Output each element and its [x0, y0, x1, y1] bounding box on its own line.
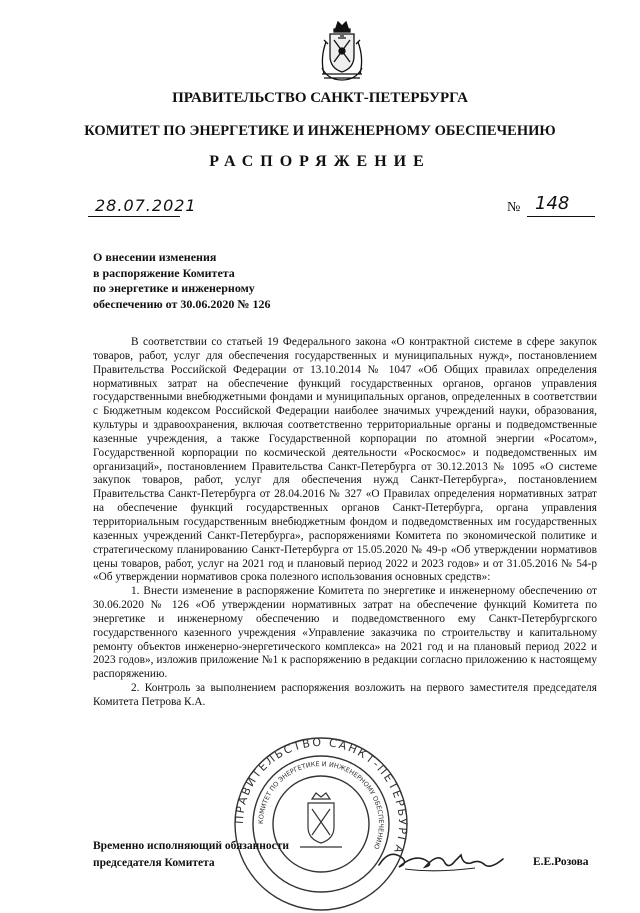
document-body [93, 336, 597, 710]
item-2-paragraph: 2. Контроль за выполнением распоряжения возложить на первого заместителя председателя Комитета Петрова К.А. [93, 682, 597, 708]
subject-line: О внесении изменения [93, 250, 217, 264]
stamp-inner-text: КОМИТЕТ ПО ЭНЕРГЕТИКЕ И ИНЖЕНЕРНОМУ ОБЕСПЕЧЕНИЮ [256, 759, 386, 851]
government-title: ПРАВИТЕЛЬСТВО САНКТ-ПЕТЕРБУРГА [172, 90, 468, 106]
item-1-paragraph: 1. Внести изменение в распоряжение Комитета по энергетике и инженерному обеспечению от 30.06.2020 № 126 «Об утверждении нормативных затрат на обеспечение функций Комитета по энергетике и инженерному обеспечению и подведомственного ему Санкт-Петербургского государственного казенного учреждения «Управление заказчика по строительству и капитальному ремонту объектов инженерно-энергетического комплекса» на 2021 год и на плановый период 2022 и 2023 годов», изложив приложение №1 к распоряжению в редакции согласно приложению к настоящему распоряжению. [93, 585, 597, 681]
preamble-paragraph: В соответствии со статьей 19 Федерального закона «О контрактной системе в сфере закупок товаров, работ, услуг для обеспечения государственных и муниципальных нужд», постановлением Правительства Российской Федерации от 13.10.2014 № 1047 «Об Общих правилах определения нормативных затрат на обеспечение функций государственных органов, органов управления государственными внебюджетными фондами и муниципальных органов, определенных в соответствии с Бюджетным кодексом Российской Федерации наиболее значимых учреждений науки, образования, культуры и здравоохранения, включая соответственно территориальные органы и подведомственные казенные учреждения, а также Государственной корпорации по атомной энергии «Росатом», Государственной корпорации по космической деятельности «Роскосмос» и подведомственных им организаций», постановлением Правительства Санкт-Петербурга от 30.12.2013 № 1095 «О системе закупок товаров, работ, услуг для обеспечения нужд Санкт-Петербурга», постановлением Правительства Санкт-Петербурга от 28.04.2016 № 327 «О Правилах определения нормативных затрат на обеспечение функций государственных органов Санкт-Петербурга, органа управления территориальным государственным внебюджетным фондом и подведомственных им государственных казенных учреждений Санкт-Петербурга», распоряжениями Комитета по экономической политике и стратегическому планированию Санкт-Петербурга от 15.05.2020 № 49-р «Об утверждении нормативов цены товаров, работ, услуг на 2021 год и плановый период 2022 и 2023 годов» и от 31.05.2016 № 54-р «Об утверждении нормативов срока полезного использования основных средств»: [93, 336, 597, 584]
handwritten-signature [375, 843, 510, 875]
number-label: № [507, 200, 521, 215]
position-line: председателя Комитета [93, 857, 215, 869]
date-underline [88, 216, 180, 217]
document-date: 28.07.2021 [95, 196, 197, 215]
official-stamp [232, 735, 410, 913]
number-underline [527, 216, 595, 217]
document-type-title: РАСПОРЯЖЕНИЕ [209, 153, 431, 170]
document-subject [93, 250, 313, 312]
subject-line: в распоряжение Комитета [93, 265, 235, 280]
signatory-position [93, 838, 289, 872]
document-number: 148 [535, 193, 570, 214]
signatory-name: Е.Е.Розова [533, 856, 589, 868]
subject-line: по энергетике и инженерному [93, 281, 255, 295]
subject-line: обеспечению от 30.06.2020 № 126 [93, 296, 271, 311]
stamp-outer-text: ПРАВИТЕЛЬСТВО САНКТ-ПЕТЕРБУРГА [232, 735, 410, 857]
coat-of-arms-emblem [318, 18, 366, 84]
position-line: Временно исполняющий обязанности [93, 840, 290, 852]
committee-title: КОМИТЕТ ПО ЭНЕРГЕТИКЕ И ИНЖЕНЕРНОМУ ОБЕСПЕЧЕНИЮ [84, 123, 556, 139]
stamp-emblem-icon [300, 793, 342, 847]
